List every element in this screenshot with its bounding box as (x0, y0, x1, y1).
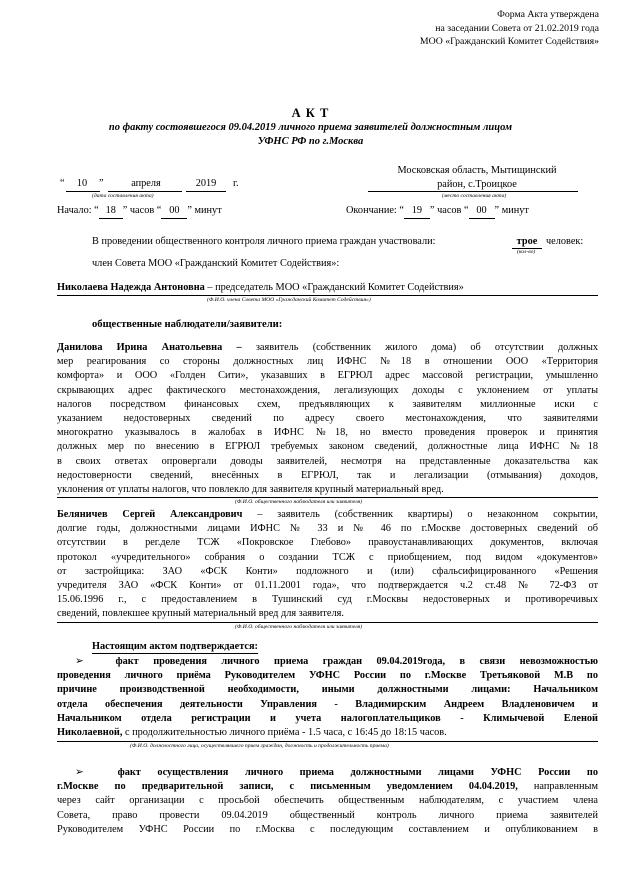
applicant2-line: долгие годы, должностными лицами ИФНС № 33 и № 46 по г.Москве достоверных сведений об (57, 523, 598, 535)
applicant1-line: должных мер по внесению в ЕГРЮЛ требуемых законом сведений, должностные лица ИФНС №18 (57, 441, 598, 453)
confirm-item2-line: через сайт организации с просьбой обеспечить общественным наблюдателям, с участием члена (57, 795, 598, 807)
member-underline (57, 295, 598, 296)
confirm-item2 (57, 766, 598, 837)
approval-block (339, 8, 599, 49)
confirm-item1-line: проведения личного приёма Руководителем УФНС России по г.Москве Третьяковой М.В по (57, 670, 598, 682)
act-heading: А К Т (291, 106, 330, 120)
place-underline (368, 191, 578, 192)
date-quote-open: “ (60, 178, 65, 189)
date-day-underline (66, 191, 100, 192)
member-label: член Совета МОО «Гражданский Комитет Содействия»: (92, 258, 340, 269)
applicant2-name: Беляничев Сергей Александрович (57, 509, 243, 520)
confirm-item2-line: ➢ факт осуществления личного приема должностными лицами УФНС России по (57, 766, 598, 780)
confirm-item1-line: ➢ факт проведения личного приема граждан 09.04.2019года, в связи невозможностью (57, 655, 598, 669)
member-caption: (Ф.И.О. члена Совета МОО «Гражданский Комитет Содействия») (207, 297, 371, 303)
date-suffix: г. (233, 178, 239, 189)
place-line1: Московская область, Мытищинский (397, 165, 557, 176)
date-day: 10 (76, 178, 88, 189)
applicant1-line: указанием недостоверных сведений по адресу своего местонахождения, что заявителями (57, 413, 598, 425)
confirm-item1-line: Начальником отдела регистрации и учета налогоплательщиков - Климычевой Еленой (57, 712, 598, 724)
date-quote-close: ” (99, 178, 104, 189)
finish-minute: 00 (469, 204, 495, 219)
confirm-item1-line: Николаевной, с продолжительностью личного приёма - 1.5 часа, с 16:45 до 18:15 часов. (57, 727, 447, 739)
confirm-item2-line: Руководителем УФНС России по г.Москва с последующим составлением и опубликованием в (57, 823, 598, 835)
applicant1-line: в своих ответах опровергали доводы заявителей, несмотря на представленные доказательства как (57, 455, 598, 467)
confirm-item1-line: причине производственной необходимости, иными должностными лицами: Начальником (57, 684, 598, 696)
start-end: ” минут (187, 205, 222, 216)
applicant2-underline (57, 622, 598, 623)
approval-line: МОО «Гражданский Комитет Содействия» (419, 36, 599, 47)
participants-count: трое (516, 236, 538, 247)
confirm-item1-underline (57, 741, 598, 742)
applicant2-block (57, 508, 598, 622)
confirm-heading: Настоящим актом подтверждается: (92, 641, 258, 652)
participants-count-caption: (кол-во) (517, 249, 536, 255)
applicant2-line: протокол «учредительного» собрания о создании ТСЖ с приобщением, под видом «документов» (57, 551, 598, 563)
start-minute: 00 (161, 204, 187, 219)
confirm-item2-line: Совета, право провести 09.04.2019 общественный контроль личного приема заявителей (57, 809, 598, 821)
member-name: Николаева Надежда Антоновна (57, 282, 205, 293)
date-year-underline (186, 191, 226, 192)
approval-line: на заседании Совета от 21.02.2019 года (435, 22, 599, 34)
applicant2-line: учредителя ЗАО «ФСК Конти» от 01.11.2001 года», что подтверждается ч.2 ст.48 № 72-ФЗ от (57, 580, 598, 592)
applicant2-caption: (Ф.И.О. общественного наблюдателя или заявителя) (235, 624, 363, 630)
finish-mid: ” часов “ (429, 205, 469, 216)
observers-heading: общественные наблюдатели/заявители: (92, 319, 283, 330)
applicant2-line: сведений, повлекшее крупный материальный вред для заявителя. (57, 608, 344, 620)
participants-intro: В проведении общественного контроля личного приема граждан участвовали: (92, 236, 436, 247)
start-label: Начало: “ (57, 205, 99, 216)
applicant1-line: скрывающих адрес фактического местонахождения, легализующих доходы с уклонением от уплаты (57, 384, 598, 396)
date-month-underline (108, 191, 182, 192)
applicant2-line: 15.06.1996 г., с предоставлением в Тушинский суд г.Москвы недостоверных и противоречивых (57, 594, 598, 606)
confirm-item2-line: г.Москве по предварительной записи, с письменным уведомлением 04.04.2019, направленным (57, 781, 598, 793)
act-subtitle-line1: по факту состоявшегося 09.04.2019 личного приема заявителей должностным лицом (108, 122, 513, 133)
applicant2-line: отсутствии в рег.деле ТСЖ «Покровское Глебово» правоустанавливающих документов, включая (57, 537, 598, 549)
applicant1-underline (57, 497, 598, 498)
confirm-item1 (57, 655, 598, 740)
applicant1-line: мер реагирования со стороны должностных лиц ИФНС №18 в отношении ООО «Территория (57, 356, 598, 368)
act-subtitle-line2: УФНС РФ по г.Москва (257, 136, 364, 147)
finish-end: ” минут (494, 205, 529, 216)
finish-time (346, 204, 529, 219)
start-mid: ” часов “ (122, 205, 162, 216)
applicant1-name: Данилова Ирина Анатольевна – (57, 342, 242, 353)
applicant1-line: Данилова Ирина Анатольевна – заявитель (собственник жилого дома) об отсутствии должных (57, 342, 599, 353)
member-role: – председатель МОО «Гражданский Комитет Содействия» (204, 282, 464, 293)
applicant1-line: недостоверности сведений, внесённых в ЕГРЮЛ, так и легализации (отмывания) доходов, (57, 469, 598, 481)
date-month: апреля (131, 178, 161, 189)
applicant1-block (57, 341, 598, 497)
date-year: 2019 (195, 178, 217, 189)
arrow-bullet-icon: ➢ (75, 656, 84, 667)
member-line (57, 281, 464, 295)
arrow-bullet-icon: ➢ (75, 767, 84, 778)
start-time (57, 204, 222, 219)
confirm-item1-line: отдела обеспечения деятельности Управления - Владимирским Андреем Владленовичем и (57, 698, 598, 710)
applicant1-caption: (Ф.И.О. общественного наблюдателя или заявителя) (235, 499, 363, 505)
participants-count-word: человек: (546, 236, 584, 247)
confirm-item1-caption: (Ф.И.О. должностного лица, осуществлявшего прием граждан, должность и продолжительность приема) (130, 743, 389, 749)
approval-line: Форма Акта утверждена (497, 9, 599, 20)
place-caption: (место составления акта) (442, 193, 507, 199)
finish-hour: 19 (404, 204, 430, 219)
applicant1-line: многократно указывалось в жалобах в ИФНС №18, но вместо проведения проверок и принятия (57, 427, 598, 439)
applicant1-line: уклонения от уплаты налогов, что повлекло для заявителя крупный материальный вред. (57, 484, 444, 496)
place-line2: район, с.Троицкое (437, 179, 517, 190)
applicant2-line: Беляничев Сергей Александрович – заявитель (собственник квартиры) о незаконном сокрытии, (57, 509, 599, 520)
date-caption: (дата составления акта) (92, 193, 154, 199)
applicant2-line: от застройщика: ЗАО «ФСК Конти» подложного и (или) сфальсифицированного «Решения (57, 565, 598, 577)
applicant1-line: комфорта» и ООО «Голден Сити», указавших в ЕГРЮЛ адрес массовой регистрации, умышленно (57, 370, 598, 382)
finish-label: Окончание: “ (346, 205, 404, 216)
start-hour: 18 (99, 204, 123, 219)
applicant1-line: налогов посредством финансовых схем, предъявляющих к заявителям миллионные иски с (57, 398, 598, 410)
